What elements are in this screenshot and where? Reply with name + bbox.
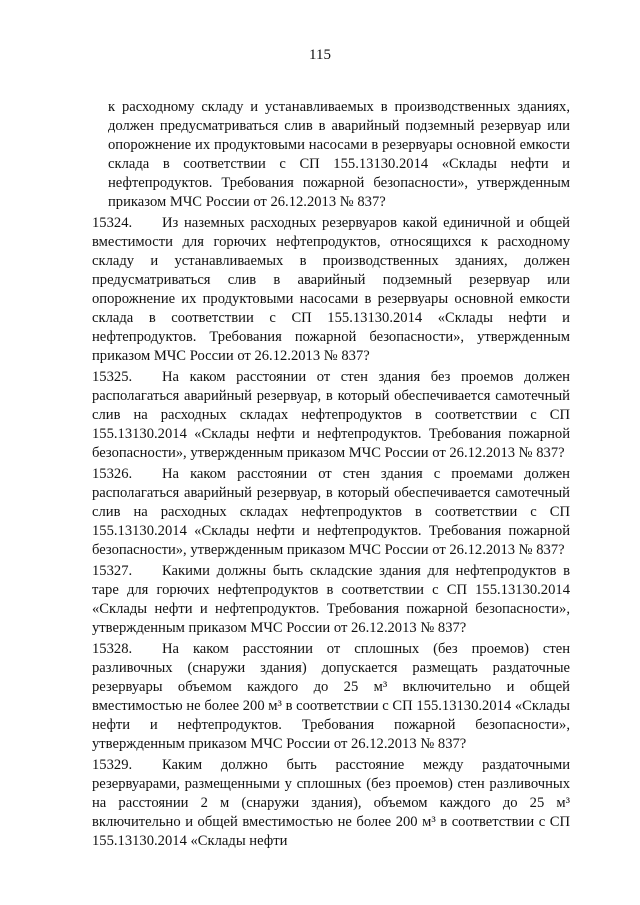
page-number: 115 [309, 47, 331, 63]
question-text: На каком расстоянии от сплошных (без проемов) стен разливочных (снаружи здания) допускается размещать раздаточные резервуары объемом каждого до 25 м³ включительно и общей вместимостью не более 200 м³ в соответствии с СП 155.13130.2014 «Склады нефти и нефтепродуктов. Требования пожарной безопасности», утвержденным приказом МЧС России от 26.12.2013 № 837? [92, 641, 570, 752]
question-number: 15327. [92, 563, 133, 579]
question-number: 15324. [92, 215, 133, 231]
question-15329 [92, 756, 570, 851]
question-15328 [92, 640, 570, 754]
question-number: 15325. [92, 369, 133, 385]
continuation-paragraph: к расходному складу и устанавливаемых в производственных зданиях, должен предусматриваться слив в аварийный подземный резервуар или опорожнение их продуктовыми насосами в резервуары основной емкости склада в соответствии с СП 155.13130.2014 «Склады нефти и нефтепродуктов. Требования пожарной безопасности», утвержденным приказом МЧС России от 26.12.2013 № 837? [108, 99, 570, 210]
question-number: 15328. [92, 641, 133, 657]
question-number: 15326. [92, 466, 133, 482]
question-number: 15329. [92, 757, 133, 773]
question-15326 [92, 465, 570, 560]
question-15324 [92, 214, 570, 366]
document-body [92, 98, 570, 851]
question-text: Из наземных расходных резервуаров какой единичной и общей вместимости для горючих нефтепродуктов, относящихся к расходному складу и устанавливаемых в производственных зданиях, должен предусматриваться слив в аварийный подземный резервуар или опорожнение их продуктовыми насосами в резервуары основной емкости склада в соответствии с СП 155.13130.2014 «Склады нефти и нефтепродуктов. Требования пожарной безопасности», утвержденным приказом МЧС России от 26.12.2013 № 837? [92, 215, 570, 364]
question-text: На каком расстоянии от стен здания без проемов должен располагаться аварийный резервуар, в который обеспечивается самотечный слив на расходных складах нефтепродуктов в соответствии с СП 155.13130.2014 «Склады нефти и нефтепродуктов. Требования пожарной безопасности», утвержденным приказом МЧС России от 26.12.2013 № 837? [92, 369, 570, 461]
question-15327 [92, 562, 570, 638]
question-text: Какими должны быть складские здания для нефтепродуктов в таре для горючих нефтепродуктов в соответствии с СП 155.13130.2014 «Склады нефти и нефтепродуктов. Требования пожарной безопасности», утвержденным приказом МЧС России от 26.12.2013 № 837? [92, 563, 570, 636]
question-text: Каким должно быть расстояние между раздаточными резервуарами, размещенными у сплошных (без проемов) стен разливочных на расстоянии 2 м (снаружи здания), объемом каждого до 25 м³ включительно и общей вместимостью не более 200 м³ в соответствии с СП 155.13130.2014 «Склады нефти [92, 757, 570, 849]
question-text: На каком расстоянии от стен здания с проемами должен располагаться аварийный резервуар, в который обеспечивается самотечный слив на расходных складах нефтепродуктов в соответствии с СП 155.13130.2014 «Склады нефти и нефтепродуктов. Требования пожарной безопасности», утвержденным приказом МЧС России от 26.12.2013 № 837? [92, 466, 570, 558]
question-15325 [92, 368, 570, 463]
